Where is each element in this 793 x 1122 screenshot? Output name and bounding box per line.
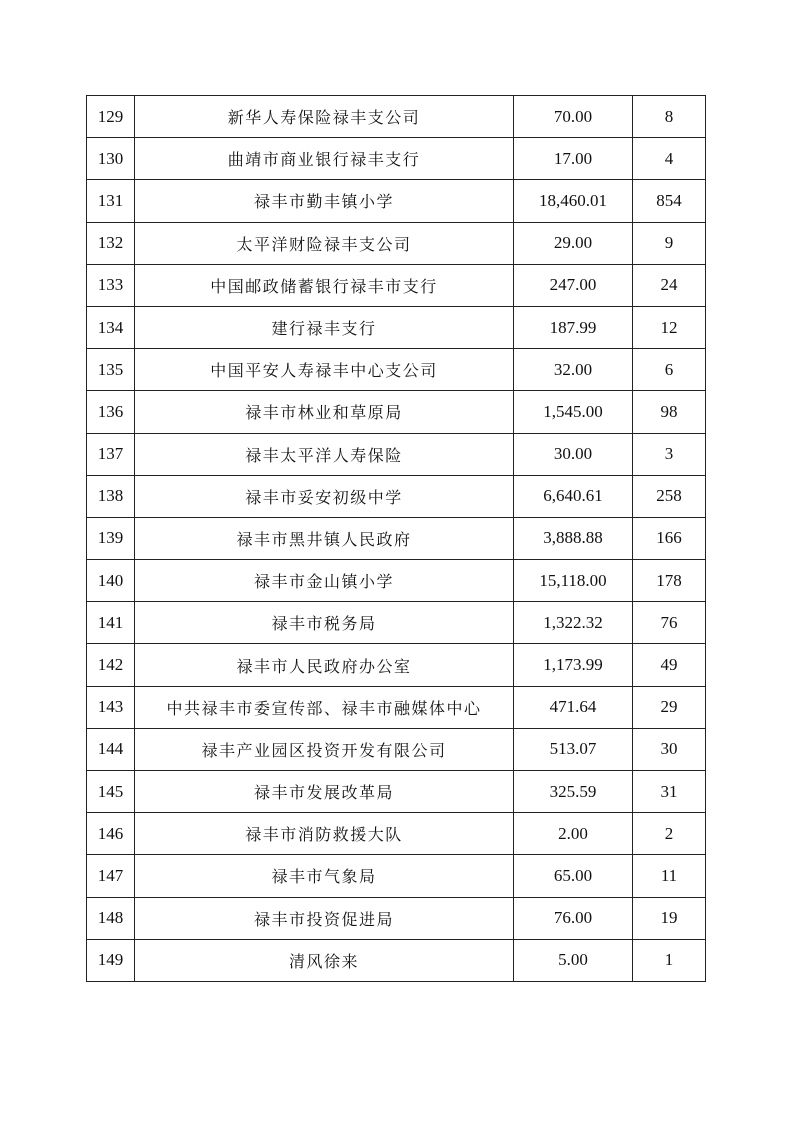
count-cell: 49 <box>633 644 706 686</box>
row-number: 143 <box>87 686 135 728</box>
unit-name-cell: 中国邮政储蓄银行禄丰市支行 <box>135 264 514 306</box>
count-cell: 258 <box>633 475 706 517</box>
row-number: 136 <box>87 391 135 433</box>
table-row <box>87 264 706 306</box>
amount-cell: 65.00 <box>514 855 633 897</box>
row-number: 146 <box>87 813 135 855</box>
count-cell: 166 <box>633 517 706 559</box>
unit-name-cell: 清风徐来 <box>135 939 514 981</box>
amount-cell: 18,460.01 <box>514 180 633 222</box>
count-cell: 8 <box>633 96 706 138</box>
amount-cell: 30.00 <box>514 433 633 475</box>
unit-name-cell: 建行禄丰支行 <box>135 306 514 348</box>
row-number: 139 <box>87 517 135 559</box>
unit-name-cell: 禄丰市税务局 <box>135 602 514 644</box>
amount-cell: 1,545.00 <box>514 391 633 433</box>
row-number: 133 <box>87 264 135 306</box>
unit-name-cell: 太平洋财险禄丰支公司 <box>135 222 514 264</box>
amount-cell: 2.00 <box>514 813 633 855</box>
amount-cell: 471.64 <box>514 686 633 728</box>
unit-name-cell: 禄丰市林业和草原局 <box>135 391 514 433</box>
amount-cell: 5.00 <box>514 939 633 981</box>
count-cell: 31 <box>633 771 706 813</box>
table-row <box>87 391 706 433</box>
row-number: 148 <box>87 897 135 939</box>
amount-cell: 247.00 <box>514 264 633 306</box>
amount-cell: 513.07 <box>514 728 633 770</box>
unit-name-cell: 禄丰产业园区投资开发有限公司 <box>135 728 514 770</box>
unit-name-cell: 禄丰市妥安初级中学 <box>135 475 514 517</box>
row-number: 131 <box>87 180 135 222</box>
amount-cell: 1,173.99 <box>514 644 633 686</box>
unit-name-cell: 新华人寿保险禄丰支公司 <box>135 96 514 138</box>
unit-name-cell: 禄丰市发展改革局 <box>135 771 514 813</box>
count-cell: 30 <box>633 728 706 770</box>
table-row <box>87 728 706 770</box>
table-row <box>87 644 706 686</box>
amount-cell: 15,118.00 <box>514 560 633 602</box>
row-number: 130 <box>87 138 135 180</box>
count-cell: 178 <box>633 560 706 602</box>
table-row <box>87 222 706 264</box>
count-cell: 98 <box>633 391 706 433</box>
table-row <box>87 180 706 222</box>
table-row <box>87 475 706 517</box>
count-cell: 2 <box>633 813 706 855</box>
count-cell: 854 <box>633 180 706 222</box>
count-cell: 6 <box>633 349 706 391</box>
row-number: 129 <box>87 96 135 138</box>
amount-cell: 1,322.32 <box>514 602 633 644</box>
count-cell: 11 <box>633 855 706 897</box>
amount-cell: 6,640.61 <box>514 475 633 517</box>
row-number: 137 <box>87 433 135 475</box>
table-row <box>87 560 706 602</box>
table-row <box>87 939 706 981</box>
count-cell: 12 <box>633 306 706 348</box>
amount-cell: 17.00 <box>514 138 633 180</box>
amount-cell: 325.59 <box>514 771 633 813</box>
count-cell: 1 <box>633 939 706 981</box>
unit-name-cell: 禄丰市勤丰镇小学 <box>135 180 514 222</box>
row-number: 135 <box>87 349 135 391</box>
row-number: 145 <box>87 771 135 813</box>
unit-name-cell: 中国平安人寿禄丰中心支公司 <box>135 349 514 391</box>
table-row <box>87 855 706 897</box>
table-row <box>87 349 706 391</box>
amount-cell: 3,888.88 <box>514 517 633 559</box>
amount-cell: 70.00 <box>514 96 633 138</box>
unit-name-cell: 禄丰市黑井镇人民政府 <box>135 517 514 559</box>
table-row <box>87 686 706 728</box>
row-number: 144 <box>87 728 135 770</box>
count-cell: 3 <box>633 433 706 475</box>
unit-name-cell: 禄丰市投资促进局 <box>135 897 514 939</box>
table-row <box>87 813 706 855</box>
table-row <box>87 96 706 138</box>
count-cell: 24 <box>633 264 706 306</box>
unit-name-cell: 禄丰市金山镇小学 <box>135 560 514 602</box>
row-number: 147 <box>87 855 135 897</box>
unit-name-cell: 禄丰市消防救援大队 <box>135 813 514 855</box>
table-row <box>87 306 706 348</box>
amount-cell: 29.00 <box>514 222 633 264</box>
count-cell: 29 <box>633 686 706 728</box>
unit-name-cell: 禄丰市人民政府办公室 <box>135 644 514 686</box>
row-number: 142 <box>87 644 135 686</box>
row-number: 141 <box>87 602 135 644</box>
count-cell: 4 <box>633 138 706 180</box>
count-cell: 9 <box>633 222 706 264</box>
unit-name-cell: 中共禄丰市委宣传部、禄丰市融媒体中心 <box>135 686 514 728</box>
table-row <box>87 602 706 644</box>
table-row <box>87 138 706 180</box>
row-number: 140 <box>87 560 135 602</box>
donation-table <box>86 95 706 982</box>
row-number: 149 <box>87 939 135 981</box>
count-cell: 19 <box>633 897 706 939</box>
amount-cell: 187.99 <box>514 306 633 348</box>
unit-name-cell: 禄丰太平洋人寿保险 <box>135 433 514 475</box>
count-cell: 76 <box>633 602 706 644</box>
amount-cell: 76.00 <box>514 897 633 939</box>
table-row <box>87 897 706 939</box>
row-number: 132 <box>87 222 135 264</box>
row-number: 134 <box>87 306 135 348</box>
unit-name-cell: 禄丰市气象局 <box>135 855 514 897</box>
unit-name-cell: 曲靖市商业银行禄丰支行 <box>135 138 514 180</box>
donation-table-body <box>87 96 706 982</box>
amount-cell: 32.00 <box>514 349 633 391</box>
table-row <box>87 771 706 813</box>
table-row <box>87 517 706 559</box>
row-number: 138 <box>87 475 135 517</box>
table-row <box>87 433 706 475</box>
